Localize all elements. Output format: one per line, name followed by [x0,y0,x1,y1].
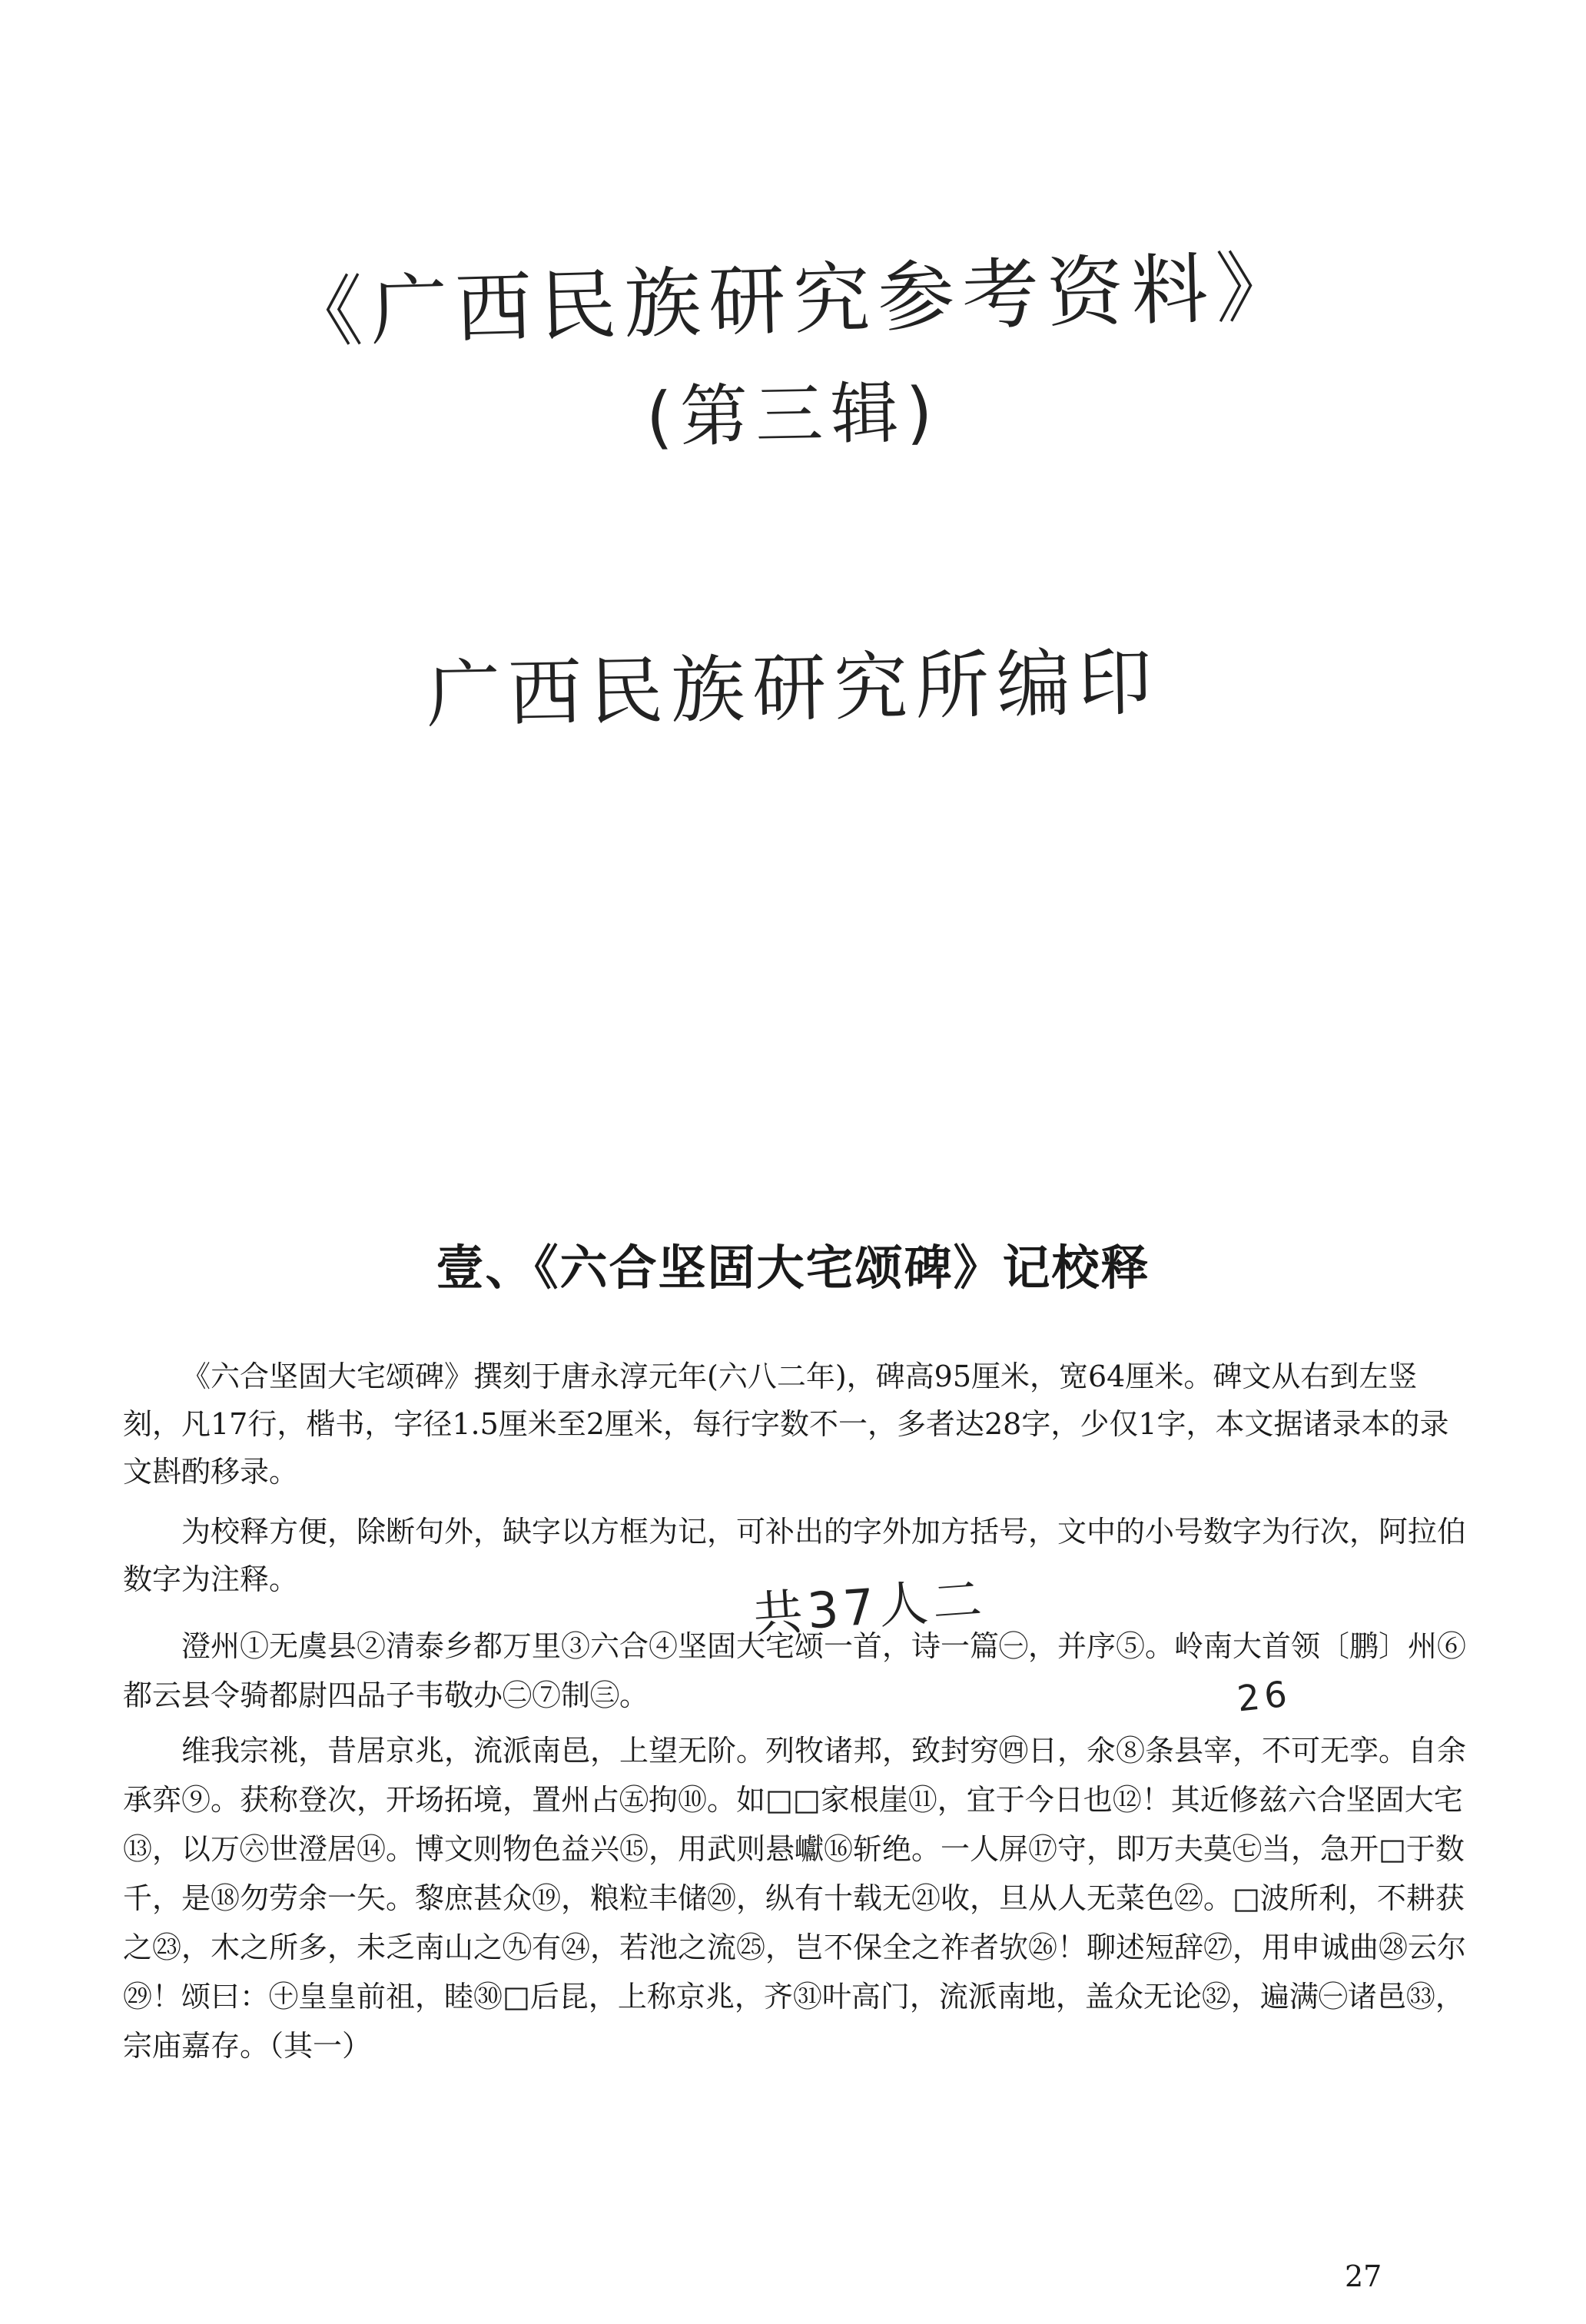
inscription-paragraph: 维我宗祧，昔居京兆，流派南邑，上望无阶。列牧诸邦，致封穷㊃日，氽⑧条县宰，不可无孪。自余承弈⑨。获称登次，开场拓境，置州占㊄拘⑩。如□□家根崖⑪，宜于今日也⑫！其近修兹六合坚固大宅⑬，以万㊅世澄居⑭。博文则物色益兴⑮，用武则悬巘⑯斩绝。一人屏⑰守，即万夫莫㊆当，急开□于数千，是⑱勿劳余一矢。黎庶甚众⑲，粮粒丰储⑳，纵有十载无㉑收，旦从人无菜色㉒。□波所利，不耕获之㉓，木之所多，未乏南山之㊈有㉔，若池之流㉕，岂不保全之祚者欤㉖！聊述短辞㉗，用申诚曲㉘云尔㉙！颂曰：㊉皇皇前祖，睦㉚□后昆，上称京兆，齐㉛叶高门，流派南地，盖众无论㉜，遍满㊀诸邑㉝，宗庙嘉存。（其一） [123,1734,1467,2063]
handwritten-publisher: 广西民族研究所编印 [426,639,1161,739]
inscription-paragraph: 澄州①无虞县②清泰乡都万里③六合④坚固大宅颂一首，诗一篇㊀，并序⑤。岭南大首领〔鹏〕州⑥都云县令骑都尉四品子韦敬办㊁⑦制㊂。 [123,1629,1467,1712]
handwritten-cover-subtitle: (第三辑) [645,372,941,457]
intro-paragraph-2: 为校释方便，除断句外，缺字以方框为记，可补出的字外加方括号，文中的小号数字为行次，阿拉伯数字为注释。 [123,1515,1467,1596]
handwritten-annotation: 26 [1235,1672,1294,1720]
page-number: 27 [1345,2259,1382,2293]
intro-paragraph-1: 《六合坚固大宅颂碑》撰刻于唐永淳元年(六八二年)，碑高95厘米，宽64厘米。碑文从右到左竖刻，凡17行，楷书，字径1.5厘米至2厘米，每行字数不一，多者达28字，少仅1字，本文据诸录本的录文斟酌移录。 [123,1360,1449,1489]
handwritten-cover-title: 《广西民族研究参考资料》 [284,241,1302,359]
handwritten-annotation: 共37人二 [752,1571,989,1645]
article-title: 壹、《六合坚固大宅颂碑》记校释 [436,1240,1150,1296]
